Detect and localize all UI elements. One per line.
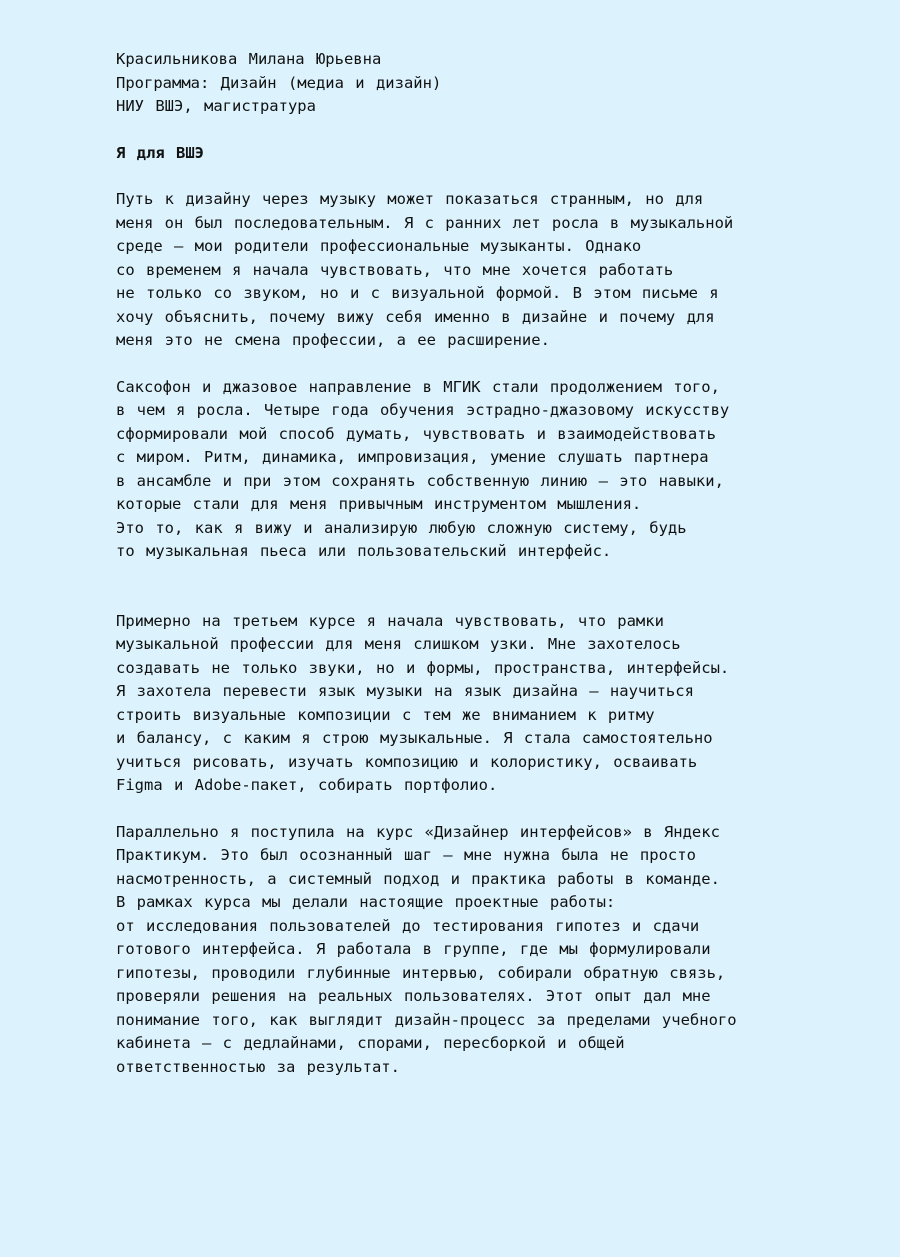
paragraph-line: меня это не смена профессии, а ее расширение. (116, 331, 550, 349)
paragraph-line: сформировали мой способ думать, чувствовать и взаимодействовать (116, 424, 716, 443)
paragraph-line: готового интерфейса. Я работала в группе, где мы формулировали (116, 940, 711, 958)
paragraph-line: Я захотела перевести язык музыки на язык дизайна – научиться (116, 682, 694, 700)
paragraph-line: Параллельно я поступила на курс «Дизайнер интерфейсов» в Яндекс (116, 822, 720, 841)
paragraph-line: Путь к дизайну через музыку может показаться странным, но для (116, 190, 704, 208)
author-header (116, 48, 796, 119)
paragraph-line: кабинета – с дедлайнами, спорами, пересборкой и общей (116, 1034, 625, 1052)
paragraph-line: Figma и Adobe-пакет, собирать портфолио. (116, 776, 498, 794)
paragraph-line: музыкальной профессии для меня слишком узки. Мне захотелось (116, 635, 681, 653)
paragraph-line: проверяли решения на реальных пользователях. Этот опыт дал мне (116, 987, 711, 1005)
paragraph-line: которые стали для меня привычным инструментом мышления. (116, 495, 642, 513)
paragraph-line: Саксофон и джазовое направление в МГИК стали продолжением того, (116, 377, 720, 396)
letter-title: Я для ВШЭ (116, 143, 204, 162)
paragraph-line: с миром. Ритм, динамика, импровизация, умение слушать партнера (116, 448, 709, 466)
paragraph-line: Примерно на третьем курсе я начала чувствовать, что рамки (116, 611, 664, 630)
institution-name: НИУ ВШЭ, магистратура (116, 97, 316, 115)
paragraph-line: понимание того, как выглядит дизайн-процесс за пределами учебного (116, 1010, 737, 1029)
paragraph-career-change (116, 610, 796, 798)
paragraph-line: гипотезы, проводили глубинные интервью, собирали обратную связь, (116, 963, 726, 982)
paragraph-line: то музыкальная пьеса или пользовательский интерфейс. (116, 542, 612, 560)
paragraph-line: не только со звуком, но и с визуальной формой. В этом письме я (116, 284, 719, 302)
paragraph-line: учиться рисовать, изучать композицию и колористику, осваивать (116, 752, 698, 771)
paragraph-line: среде – мои родители профессиональные музыканты. Однако (116, 237, 642, 255)
paragraph-line: Практикум. Это был осознанный шаг – мне нужна была не просто (116, 846, 696, 864)
paragraph-line: строить визуальные композиции с тем же вниманием к ритму (116, 705, 655, 724)
paragraph-line: и балансу, с каким я строю музыкальные. Я стала самостоятельно (116, 729, 713, 747)
paragraph-line: Это то, как я вижу и анализирую любую сложную систему, будь (116, 518, 687, 537)
paragraph-line: от исследования пользователей до тестирования гипотез и сдачи (116, 916, 700, 935)
paragraph-line: хочу объяснить, почему вижу себя именно в дизайне и почему для (116, 307, 715, 326)
letter-body (116, 48, 796, 1102)
author-name: Красильникова Милана Юрьевна (116, 50, 382, 68)
paragraph-line: создавать не только звуки, но и формы, пространства, интерфейсы. (116, 658, 730, 677)
paragraph-line: ответственностью за результат. (116, 1057, 400, 1076)
paragraph-line: В рамках курса мы делали настоящие проектные работы: (116, 893, 616, 911)
paragraph-course (116, 821, 796, 1080)
paragraph-line: со временем я начала чувствовать, что мне хочется работать (116, 260, 674, 279)
paragraph-music-education (116, 376, 796, 564)
paragraph-line: меня он был последовательным. Я с ранних лет росла в музыкальной (116, 213, 734, 232)
paragraph-line: насмотренность, а системный подход и практика работы в команде. (116, 869, 720, 888)
paragraph-intro (116, 188, 796, 353)
paragraph-line: в чем я росла. Четыре года обучения эстрадно-джазовому искусству (116, 401, 730, 419)
program-name: Программа: Дизайн (медиа и дизайн) (116, 73, 442, 92)
paragraph-line: в ансамбле и при этом сохранять собственную линию – это навыки, (116, 471, 724, 490)
